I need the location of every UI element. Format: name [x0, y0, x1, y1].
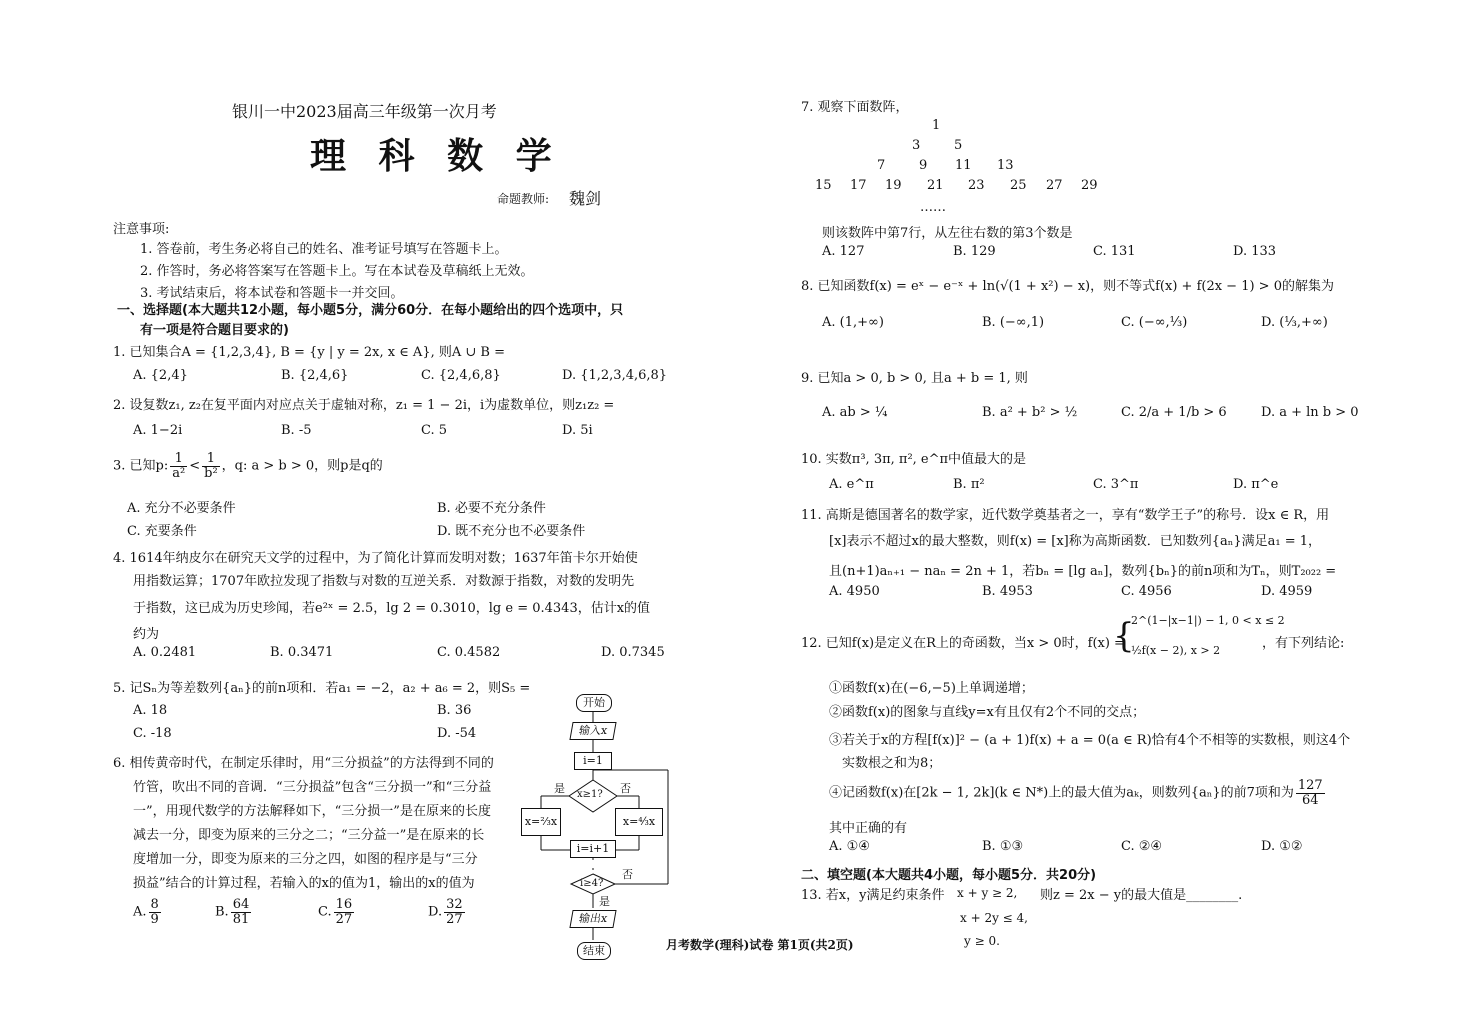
section1-title: 一、选择题(本大题共12小题，每小题5分，满分60分．在每小题给出的四个选项中，只 [117, 303, 624, 318]
q8-option-b: B. (−∞,1) [982, 315, 1045, 330]
q7-option-a: A. 127 [822, 244, 865, 259]
q12-tail: 其中正确的有 [829, 821, 908, 836]
q11-option-b: B. 4953 [982, 584, 1033, 599]
q13-constraint: x + 2y ≤ 4, [960, 911, 1028, 925]
q11-option-d: D. 4959 [1261, 584, 1313, 599]
q7-array-cell: 23 [968, 178, 985, 193]
q4-line: 于指数，这已成为历史珍闻，若e²ˣ = 2.5，lg 2 = 0.3010，lg e = 0.4343，估计x的值 [133, 601, 651, 616]
teacher-name: 魏剑 [569, 189, 602, 208]
q9-option-a: A. ab > ¼ [822, 405, 888, 420]
q12-stem: 12. 已知f(x)是定义在R上的奇函数，当x > 0时，f(x) = [801, 636, 1125, 651]
q4-line: 约为 [133, 627, 160, 642]
q12-case-1: 2^(1−|x−1|) − 1, 0 < x ≤ 2 [1131, 614, 1285, 627]
q12-brace: { [1113, 616, 1135, 656]
note-item: 2. 作答时，务必将答案写在答题卡上。写在本试卷及草稿纸上无效。 [140, 264, 534, 279]
q8-option-c: C. (−∞,⅓) [1121, 315, 1188, 330]
q12-conclusion-4 [829, 779, 1327, 807]
exam-title: 银川一中2023届高三年级第一次月考 [232, 102, 497, 121]
q5-option-c: C. -18 [133, 726, 172, 741]
q7-stem: 7. 观察下面数阵， [801, 100, 909, 115]
q9-option-c: C. 2/a + 1/b > 6 [1121, 405, 1227, 420]
q6-option-d: D. $\frac{32}{27}$ [428, 897, 463, 927]
q7-array-cell: 1 [932, 118, 941, 133]
flow-increment: i=i+1 [570, 840, 616, 858]
q3-option-c: C. 充要条件 [127, 524, 197, 539]
q12-option-d: D. ①② [1261, 839, 1303, 854]
q7-array-cell: 29 [1081, 178, 1098, 193]
note-item: 1. 答卷前，考生务必将自己的姓名、准考证号填写在答题卡上。 [140, 242, 508, 257]
q4-option-d: D. 0.7345 [601, 645, 665, 660]
section1-title-cont: 有一项是符合题目要求的) [140, 323, 289, 338]
flow-init: i=1 [574, 752, 612, 770]
q12-conclusion: ②函数f(x)的图象与直线y=x有且仅有2个不同的交点； [829, 705, 1146, 720]
flow-yes2-label: 是 [599, 895, 610, 908]
flow-end: 结束 [577, 942, 611, 960]
q7-array-cell: 19 [885, 178, 902, 193]
subject-title: 理 科 数 学 [310, 136, 562, 177]
q7-array-cell: 13 [997, 158, 1014, 173]
q12-option-b: B. ①③ [982, 839, 1024, 854]
q9-stem: 9. 已知a > 0, b > 0, 且a + b = 1, 则 [801, 371, 1028, 386]
q6-line: 竹管，吹出不同的音调．“三分损益”包含“三分损一”和“三分益 [133, 780, 492, 795]
q3-option-a: A. 充分不必要条件 [127, 501, 236, 516]
q6-option-c: C. $\frac{16}{27}$ [318, 897, 353, 927]
q7-array-cell: 21 [927, 178, 944, 193]
q12-c4-text: ④记函数f(x)在[2k − 1, 2k](k ∈ N*)上的最大值为aₖ，则数列{aₙ}的前7项和为 [829, 785, 1294, 801]
q7-array-cell: 27 [1046, 178, 1063, 193]
q10-option-b: B. π² [953, 477, 985, 492]
q2-option-d: D. 5i [562, 423, 593, 438]
q11-option-c: C. 4956 [1121, 584, 1172, 599]
q4-line: 4. 1614年纳皮尔在研究天文学的过程中，为了简化计算而发明对数；1637年笛卡尔开始使 [113, 551, 638, 566]
q11-line: [x]表示不超过x的最大整数，则f(x) = [x]称为高斯函数．已知数列{aₙ}满足a₁ = 1， [829, 534, 1322, 549]
q6-line: 减去一分，即变为原来的三分之二；“三分益一”是在原来的长 [133, 828, 485, 843]
flow-cond1: x≥1? [577, 789, 603, 800]
q7-array-cell: 9 [919, 158, 928, 173]
q4-option-c: C. 0.4582 [437, 645, 501, 660]
q12-option-a: A. ①④ [829, 839, 870, 854]
flow-output: 输出x [569, 910, 616, 928]
q8-option-a: A. (1,+∞) [822, 315, 884, 330]
q5-option-a: A. 18 [133, 703, 168, 718]
notes-title: 注意事项: [113, 222, 170, 237]
q4-option-a: A. 0.2481 [133, 645, 197, 660]
q1-option-d: D. {1,2,3,4,6,8} [562, 368, 668, 383]
flow-yes-label: 是 [554, 782, 565, 795]
q6-line: 一”，用现代数学的方法解释如下，“三分损一”是在原来的长度 [133, 804, 491, 819]
q12-c4-fraction: $\frac{127}{64}$ [1297, 778, 1323, 808]
q2-option-b: B. -5 [281, 423, 312, 438]
flow-right-box: x=⁴⁄₃x [615, 808, 663, 836]
q1-option-a: A. {2,4} [133, 368, 188, 383]
q9-option-b: B. a² + b² > ½ [982, 405, 1078, 420]
q6-line: 损益”结合的计算过程，若输入的x的值为1，输出的x的值为 [133, 876, 475, 891]
page-footer: 月考数学(理科)试卷 第1页(共2页) [666, 938, 854, 952]
note-item: 3. 考试结束后，将本试卷和答题卡一并交回。 [140, 286, 404, 301]
q12-conclusion-cont: 实数根之和为8； [842, 756, 942, 771]
q1-option-b: B. {2,4,6} [281, 368, 349, 383]
q11-option-a: A. 4950 [829, 584, 880, 599]
q6-line: 6. 相传黄帝时代，在制定乐律时，用“三分损益”的方法得到不同的 [113, 756, 494, 771]
q11-line: 且(n+1)aₙ₊₁ − naₙ = 2n + 1，若bₙ = [lg aₙ]，数列{bₙ}的前n项和为Tₙ，则T₂₀₂₂ = [829, 564, 1337, 579]
q7-array-cell: 3 [912, 138, 921, 153]
flow-left-box: x=⅔x [521, 808, 561, 836]
q7-array-cell: 7 [877, 158, 886, 173]
q6-line: 度增加一分，即变为原来的三分之四，如图的程序是与“三分 [133, 852, 478, 867]
q10-option-d: D. π^e [1233, 477, 1279, 492]
q3-option-d: D. 既不充分也不必要条件 [437, 524, 586, 539]
q4-option-b: B. 0.3471 [270, 645, 334, 660]
q9-option-d: D. a + ln b > 0 [1261, 405, 1359, 420]
q10-stem: 10. 实数π³, 3π, π², e^π中值最大的是 [801, 452, 1027, 467]
q3-stem-end: ，q: a > b > 0，则p是q的 [221, 458, 383, 474]
q3-less-than: < [189, 458, 201, 474]
q2-option-a: A. 1−2i [133, 423, 183, 438]
q7-question: 则该数阵中第7行，从左往右数的第3个数是 [822, 226, 1073, 241]
flow-cond2: i≥4? [580, 878, 604, 889]
q10-option-c: C. 3^π [1093, 477, 1139, 492]
q7-option-b: B. 129 [953, 244, 996, 259]
q1-option-c: C. {2,4,6,8} [421, 368, 501, 383]
q7-array-cell: 15 [815, 178, 832, 193]
q12-conclusion: ①函数f(x)在(−6,−5)上单调递增； [829, 681, 1034, 696]
q13-stem: 13. 若x，y满足约束条件 [801, 888, 945, 903]
q5-option-d: D. -54 [437, 726, 477, 741]
q4-line: 用指数运算；1707年欧拉发现了指数与对数的互逆关系．对数源于指数，对数的发明先 [133, 574, 635, 589]
q5-stem: 5. 记Sₙ为等差数列{aₙ}的前n项和．若a₁ = −2，a₂ + a₆ = 2，则S₅ = [113, 681, 531, 696]
q12-option-c: C. ②④ [1121, 839, 1163, 854]
q7-option-d: D. 133 [1233, 244, 1277, 259]
section2-title: 二、填空题(本大题共4小题，每小题5分．共20分) [801, 868, 1097, 883]
q7-array-cell: 17 [850, 178, 867, 193]
teacher-label: 命题教师: [497, 192, 550, 206]
q7-option-c: C. 131 [1093, 244, 1136, 259]
q7-array-cell: 25 [1010, 178, 1027, 193]
q7-array-cell: 11 [955, 158, 972, 173]
q6-option-a: A. $\frac{8}{9}$ [133, 897, 159, 927]
q2-option-c: C. 5 [421, 423, 448, 438]
flow-input: 输入x [569, 722, 616, 740]
q3-option-b: B. 必要不充分条件 [437, 501, 546, 516]
q3-fraction-1: $\frac{1}{\text{a²}}$ [172, 451, 186, 481]
q3-stem-start: 3. 已知p: [113, 458, 169, 474]
q3-stem [113, 452, 383, 480]
q5-option-b: B. 36 [437, 703, 472, 718]
q12-conclusion: ③若关于x的方程[f(x)]² − (a + 1)f(x) + a = 0(a ∈ R)恰有4个不相等的实数根，则这4个 [829, 733, 1351, 748]
flow-no-label: 否 [620, 782, 631, 795]
q13-constraint: y ≥ 0. [964, 934, 1000, 948]
flow-no2-label: 否 [622, 868, 633, 881]
q6-option-b: B. $\frac{64}{81}$ [215, 897, 250, 927]
q7-dots: …… [920, 200, 946, 215]
q11-line: 11. 高斯是德国著名的数学家，近代数学奠基者之一，享有“数学王子”的称号．设x ∈ R，用 [801, 508, 1330, 523]
q3-fraction-2: $\frac{1}{\text{b²}}$ [204, 451, 218, 481]
q2-stem: 2. 设复数z₁, z₂在复平面内对应点关于虚轴对称，z₁ = 1 − 2i，i为虚数单位，则z₁z₂ = [113, 398, 615, 413]
q12-case-2: ½f(x − 2), x > 2 [1131, 644, 1221, 657]
q8-stem: 8. 已知函数f(x) = eˣ − e⁻ˣ + ln(√(1 + x²) − x)，则不等式f(x) + f(2x − 1) > 0的解集为 [801, 279, 1334, 294]
flow-start: 开始 [576, 694, 612, 712]
q1-stem: 1. 已知集合A = {1,2,3,4}, B = {y | y = 2x, x ∈ A}, 则A ∪ B = [113, 345, 505, 360]
q10-option-a: A. e^π [829, 477, 874, 492]
q7-array-cell: 5 [954, 138, 963, 153]
q8-option-d: D. (⅓,+∞) [1261, 315, 1328, 330]
q13-stem-end: 则z = 2x − y的最大值是________. [1040, 888, 1243, 903]
q13-constraint: x + y ≥ 2, [957, 886, 1018, 900]
q12-stem-end: ，有下列结论: [1262, 636, 1345, 651]
